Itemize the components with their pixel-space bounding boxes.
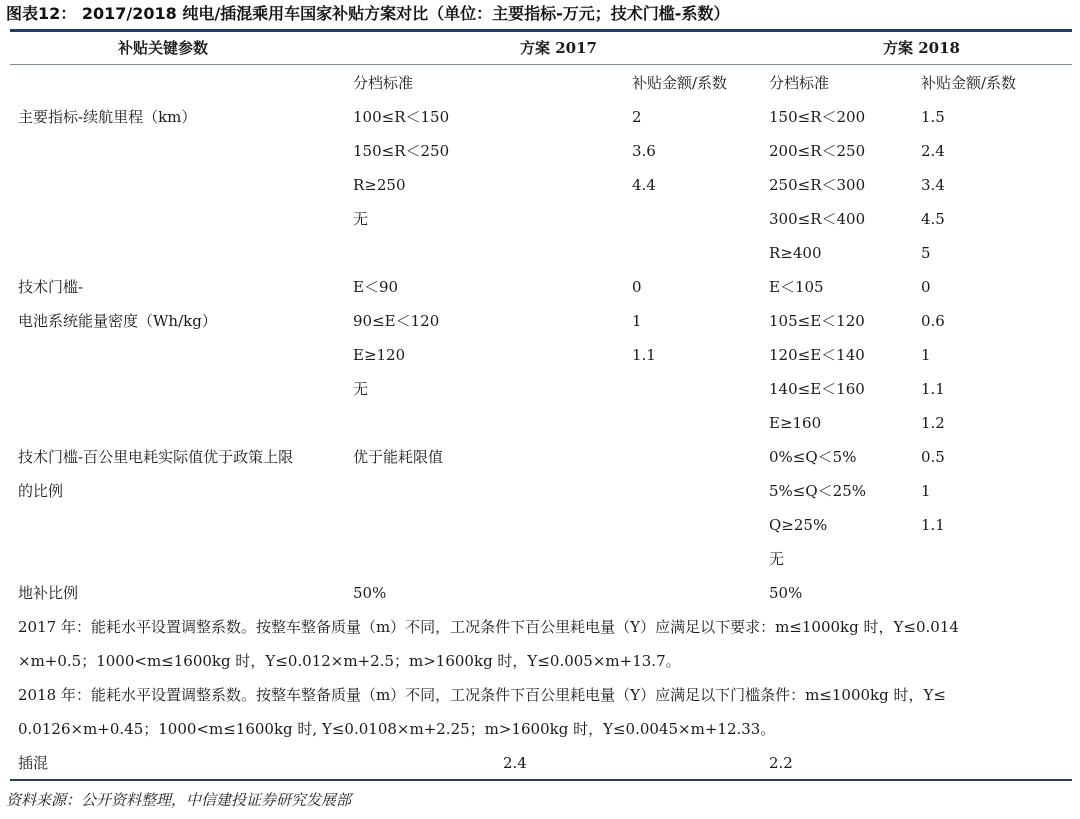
row-tier-2018: 140≤E＜160 [769,380,865,398]
header-tier-2018: 分档标准 [769,74,830,92]
table-row [0,379,1080,399]
header-rule [10,64,1072,65]
row-tier-2017: 50% [353,584,387,602]
table-row [0,345,1080,365]
table-row [0,583,1080,603]
hybrid-value-2017: 2.4 [503,754,527,772]
row-amount-2018: 1.2 [921,414,945,432]
row-amount-2018: 5 [921,244,931,262]
row-amount-2017: 1.1 [632,346,656,364]
table-row [0,311,1080,331]
row-tier-2018: 250≤R＜300 [769,176,866,194]
row-tier-2018: Q≥25% [769,516,828,534]
note-2017-line-2: ×m+0.5；1000<m≤1600kg 时，Y≤0.012×m+2.5；m>1600kg 时，Y≤0.005×m+13.7。 [18,652,681,670]
row-tier-2017: E＜90 [353,278,399,296]
row-param: 的比例 [18,482,64,500]
source-note: 资料来源：公开资料整理，中信建投证券研究发展部 [6,791,352,809]
row-tier-2018: 120≤E＜140 [769,346,865,364]
row-tier-2018: E＜105 [769,278,824,296]
note-2017-line-1: 2017 年：能耗水平设置调整系数。按整车整备质量（m）不同，工况条件下百公里耗电量（Y）应满足以下要求：m≤1000kg 时，Y≤0.014 [18,618,959,636]
header-scheme-2018: 方案 2018 [883,39,960,57]
row-amount-2018: 1.1 [921,516,945,534]
row-amount-2018: 0.6 [921,312,945,330]
row-tier-2017: R≥250 [353,176,406,194]
row-tier-2017: 无 [353,380,369,398]
row-tier-2017: 150≤R＜250 [353,142,450,160]
hybrid-value-2018: 2.2 [769,754,793,772]
row-amount-2018: 2.4 [921,142,945,160]
table-row [0,141,1080,161]
row-amount-2017: 2 [632,108,642,126]
row-amount-2018: 3.4 [921,176,945,194]
row-tier-2018: E≥160 [769,414,822,432]
note-2018-line-2: 0.0126×m+0.45；1000<m≤1600kg 时, Y≤0.0108×m+2.25；m>1600kg 时，Y≤0.0045×m+12.33。 [18,720,776,738]
table-row [0,413,1080,433]
row-tier-2017: 无 [353,210,369,228]
table-row [0,481,1080,501]
note-2018-line-1: 2018 年：能耗水平设置调整系数。按整车整备质量（m）不同，工况条件下百公里耗电量（Y）应满足以下门槛条件：m≤1000kg 时，Y≤ [18,686,946,704]
header-amount-2018: 补贴金额/系数 [921,74,1017,92]
row-amount-2018: 0.5 [921,448,945,466]
table-row [0,447,1080,467]
row-amount-2017: 4.4 [632,176,656,194]
row-tier-2018: 200≤R＜250 [769,142,866,160]
row-tier-2018: 5%≤Q＜25% [769,482,867,500]
figure-caption: 图表12： 2017/2018 纯电/插混乘用车国家补贴方案对比（单位：主要指标-万元；技术门槛-系数） [6,4,730,23]
table-row [0,549,1080,569]
row-amount-2018: 1.1 [921,380,945,398]
hybrid-label: 插混 [18,754,49,772]
row-tier-2017: E≥120 [353,346,406,364]
row-tier-2018: 0%≤Q＜5% [769,448,857,466]
row-amount-2018: 1.5 [921,108,945,126]
header-tier-2017: 分档标准 [353,74,414,92]
header-amount-2017: 补贴金额/系数 [632,74,728,92]
hybrid-row [0,753,1080,773]
row-param: 技术门槛- [18,278,84,296]
row-param: 主要指标-续航里程（km） [18,108,197,126]
table-row [0,175,1080,195]
row-tier-2018: 150≤R＜200 [769,108,866,126]
row-amount-2017: 3.6 [632,142,656,160]
row-amount-2018: 0 [921,278,931,296]
row-amount-2018: 4.5 [921,210,945,228]
header-scheme-2017: 方案 2017 [520,39,597,57]
row-param: 电池系统能量密度（Wh/kg） [18,312,217,330]
row-amount-2017: 1 [632,312,642,330]
row-tier-2018: 105≤E＜120 [769,312,865,330]
row-tier-2017: 100≤R＜150 [353,108,450,126]
top-rule [10,29,1072,32]
row-amount-2018: 1 [921,346,931,364]
row-tier-2018: R≥400 [769,244,822,262]
table-row [0,515,1080,535]
row-amount-2018: 1 [921,482,931,500]
header-param: 补贴关键参数 [118,39,209,57]
table-row [0,107,1080,127]
bottom-rule [10,779,1072,781]
row-param: 地补比例 [18,584,79,602]
table-row [0,243,1080,263]
row-amount-2017: 0 [632,278,642,296]
row-tier-2018: 300≤R＜400 [769,210,866,228]
table-row [0,209,1080,229]
row-tier-2018: 无 [769,550,785,568]
row-param: 技术门槛-百公里电耗实际值优于政策上限 [18,448,294,466]
row-tier-2017: 优于能耗限值 [353,448,444,466]
table-row [0,277,1080,297]
row-tier-2018: 50% [769,584,803,602]
row-tier-2017: 90≤E＜120 [353,312,440,330]
